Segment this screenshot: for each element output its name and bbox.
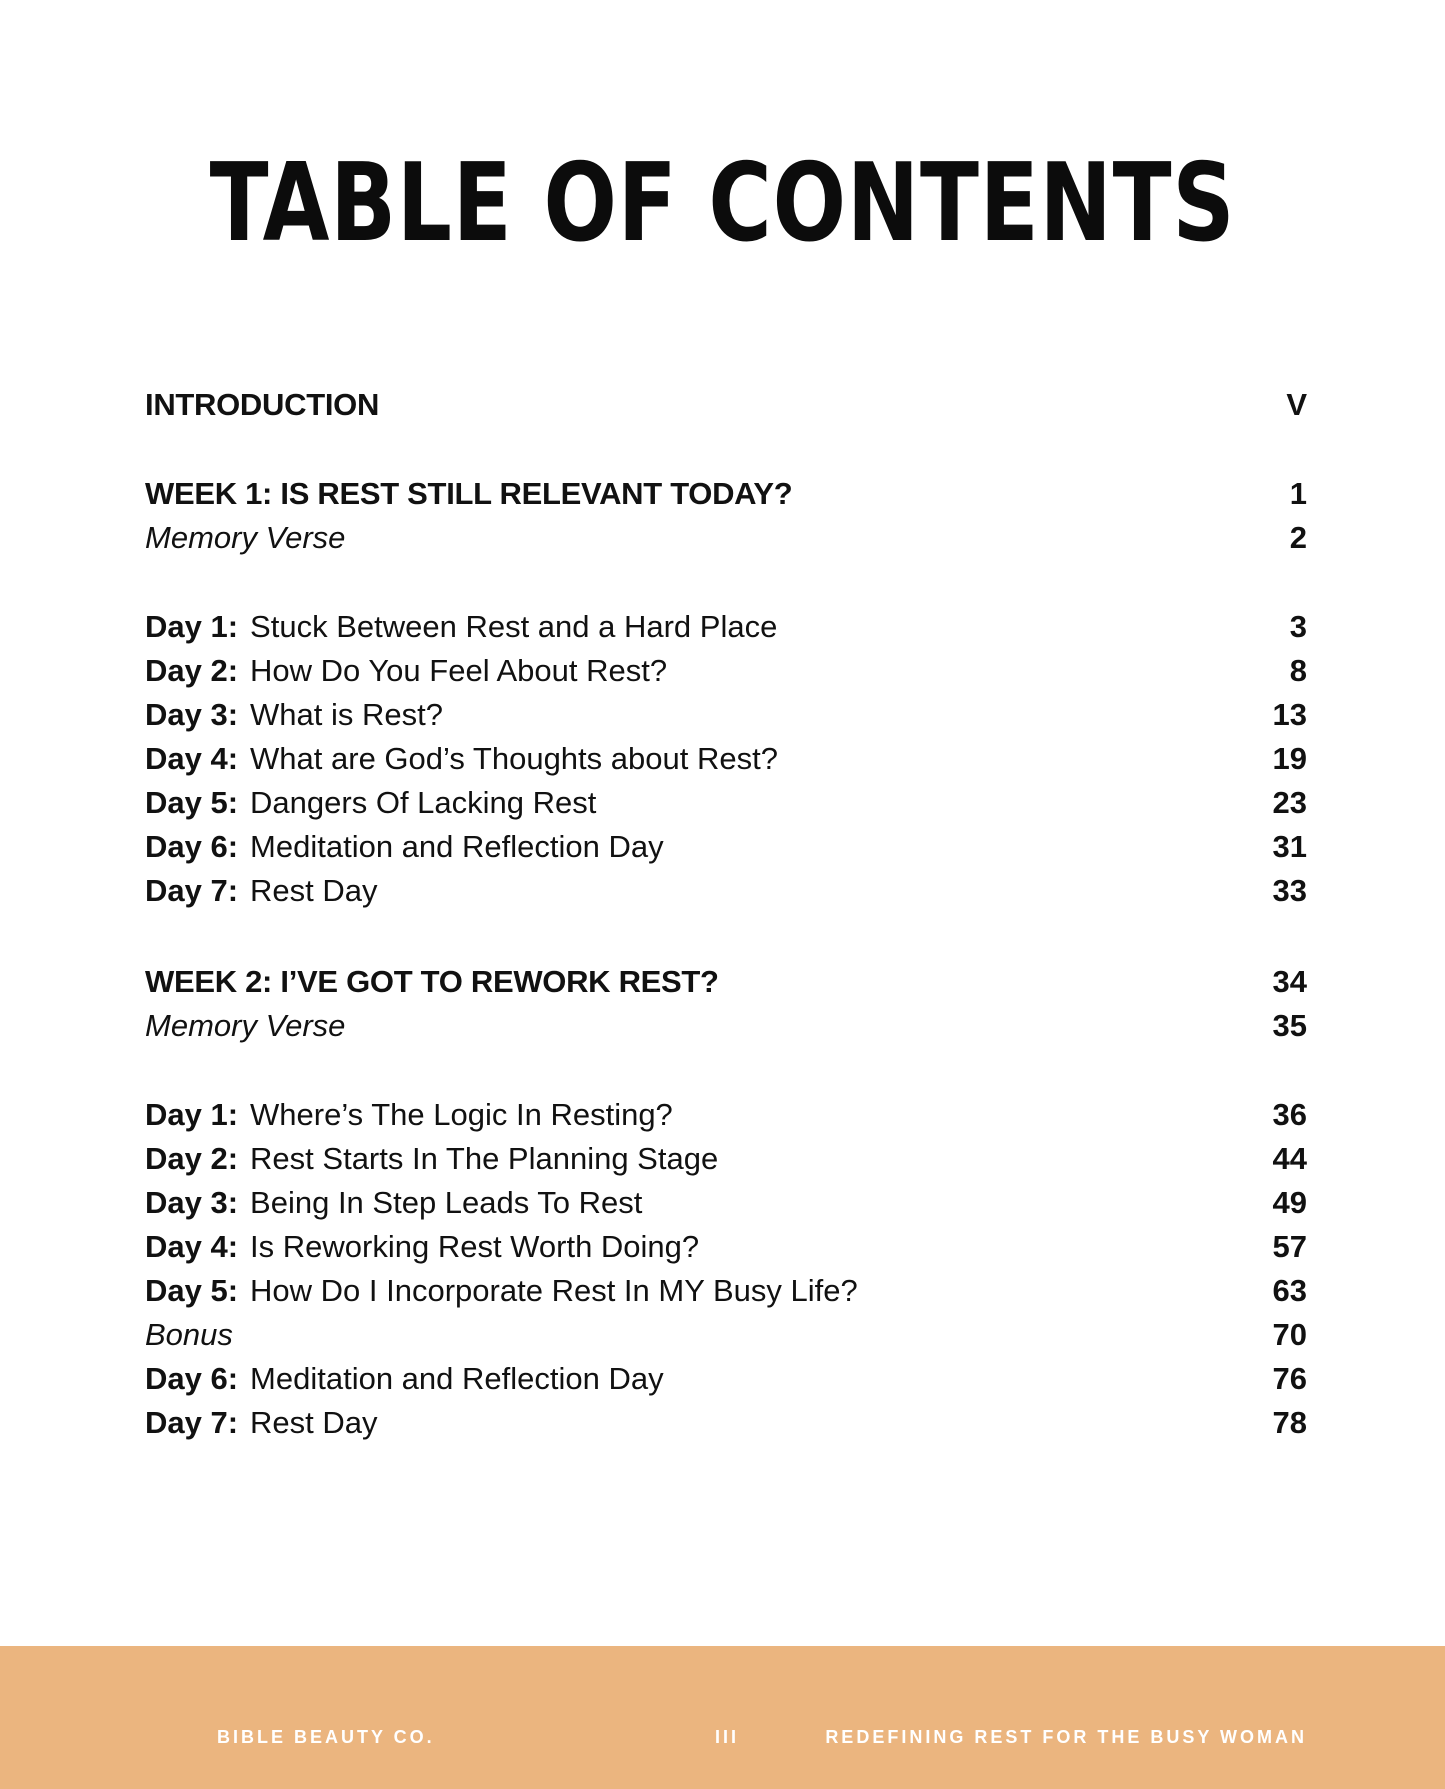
day-title: Rest Day [250, 1405, 378, 1440]
day-title: What is Rest? [250, 697, 443, 732]
entry-page: 23 [1272, 785, 1307, 820]
day-label: Day 4: [145, 1229, 239, 1264]
toc-entry-week1-day[interactable] [145, 737, 1307, 781]
toc-entry-week1-day[interactable] [145, 693, 1307, 737]
week-heading: WEEK 2: I’VE GOT TO REWORK REST? [145, 964, 719, 999]
week-heading: WEEK 1: IS REST STILL RELEVANT TODAY? [145, 476, 793, 511]
day-label: Day 6: [145, 1361, 239, 1396]
footer-book-title: REDEFINING REST FOR THE BUSY WOMAN [825, 1727, 1307, 1747]
day-title: How Do I Incorporate Rest In MY Busy Life? [250, 1273, 858, 1308]
entry-page: 33 [1272, 873, 1307, 908]
entry-page: 36 [1272, 1097, 1307, 1132]
toc-entry-week2-bonus[interactable] [145, 1313, 1307, 1357]
toc-entry-week1-day[interactable] [145, 605, 1307, 649]
day-label: Day 5: [145, 1273, 239, 1308]
day-title: Where’s The Logic In Resting? [250, 1097, 673, 1132]
day-title: Being In Step Leads To Rest [250, 1185, 643, 1220]
entry-page: 57 [1272, 1229, 1307, 1264]
toc-entry-week1-day[interactable] [145, 869, 1307, 913]
footer-page-number: III [715, 1727, 740, 1747]
footer-bar [0, 1646, 1445, 1789]
day-label: Day 6: [145, 829, 239, 864]
entry-page: 13 [1272, 697, 1307, 732]
entry-label: Bonus [145, 1317, 233, 1352]
toc-entry-week1[interactable] [145, 472, 1307, 516]
day-title: Dangers Of Lacking Rest [250, 785, 597, 820]
day-label: Day 1: [145, 1097, 239, 1132]
toc-entry-week1-day[interactable] [145, 825, 1307, 869]
toc-entry-week1-day[interactable] [145, 781, 1307, 825]
toc-entry-week2-memory-verse[interactable] [145, 1004, 1307, 1048]
entry-page: 70 [1272, 1317, 1307, 1352]
day-label: Day 2: [145, 653, 239, 688]
entry-label: Memory Verse [145, 1008, 346, 1043]
entry-label: INTRODUCTION [145, 387, 380, 422]
toc-entry-week2-day[interactable] [145, 1401, 1307, 1445]
entry-page: 31 [1272, 829, 1307, 864]
day-label: Day 4: [145, 741, 239, 776]
day-title: Meditation and Reflection Day [250, 829, 664, 864]
toc-entry-week2[interactable] [145, 960, 1307, 1004]
entry-page: 8 [1289, 653, 1307, 688]
entry-page: 3 [1289, 609, 1307, 644]
day-label: Day 7: [145, 873, 239, 908]
day-label: Day 3: [145, 1185, 239, 1220]
entry-page: 34 [1272, 964, 1307, 999]
day-title: Is Reworking Rest Worth Doing? [250, 1229, 700, 1264]
day-label: Day 1: [145, 609, 239, 644]
toc-entry-week2-day[interactable] [145, 1225, 1307, 1269]
toc-entry-week2-day[interactable] [145, 1181, 1307, 1225]
toc-entry-week2-day[interactable] [145, 1093, 1307, 1137]
entry-label: Memory Verse [145, 520, 346, 555]
day-label: Day 5: [145, 785, 239, 820]
toc-entry-week1-memory-verse[interactable] [145, 516, 1307, 560]
entry-page: V [1286, 387, 1307, 422]
entry-page: 44 [1272, 1141, 1307, 1176]
day-title: Rest Starts In The Planning Stage [250, 1141, 719, 1176]
entry-page: 2 [1289, 520, 1307, 555]
entry-page: 49 [1272, 1185, 1307, 1220]
page-title: TABLE OF CONTENTS [209, 141, 1236, 266]
day-title: Stuck Between Rest and a Hard Place [250, 609, 778, 644]
footer-brand: BIBLE BEAUTY CO. [217, 1727, 435, 1747]
entry-page: 63 [1272, 1273, 1307, 1308]
day-title: What are God’s Thoughts about Rest? [250, 741, 778, 776]
toc-entry-week2-day[interactable] [145, 1357, 1307, 1401]
day-label: Day 3: [145, 697, 239, 732]
entry-page: 78 [1272, 1405, 1307, 1440]
entry-page: 1 [1289, 476, 1307, 511]
toc-entry-week1-day[interactable] [145, 649, 1307, 693]
entry-page: 35 [1272, 1008, 1307, 1043]
day-label: Day 2: [145, 1141, 239, 1176]
day-label: Day 7: [145, 1405, 239, 1440]
entry-page: 76 [1272, 1361, 1307, 1396]
toc-entry-week2-day[interactable] [145, 1269, 1307, 1313]
day-title: Meditation and Reflection Day [250, 1361, 664, 1396]
toc-entry-week2-day[interactable] [145, 1137, 1307, 1181]
entry-page: 19 [1272, 741, 1307, 776]
toc-entry-introduction[interactable] [145, 383, 1307, 427]
day-title: How Do You Feel About Rest? [250, 653, 668, 688]
day-title: Rest Day [250, 873, 378, 908]
